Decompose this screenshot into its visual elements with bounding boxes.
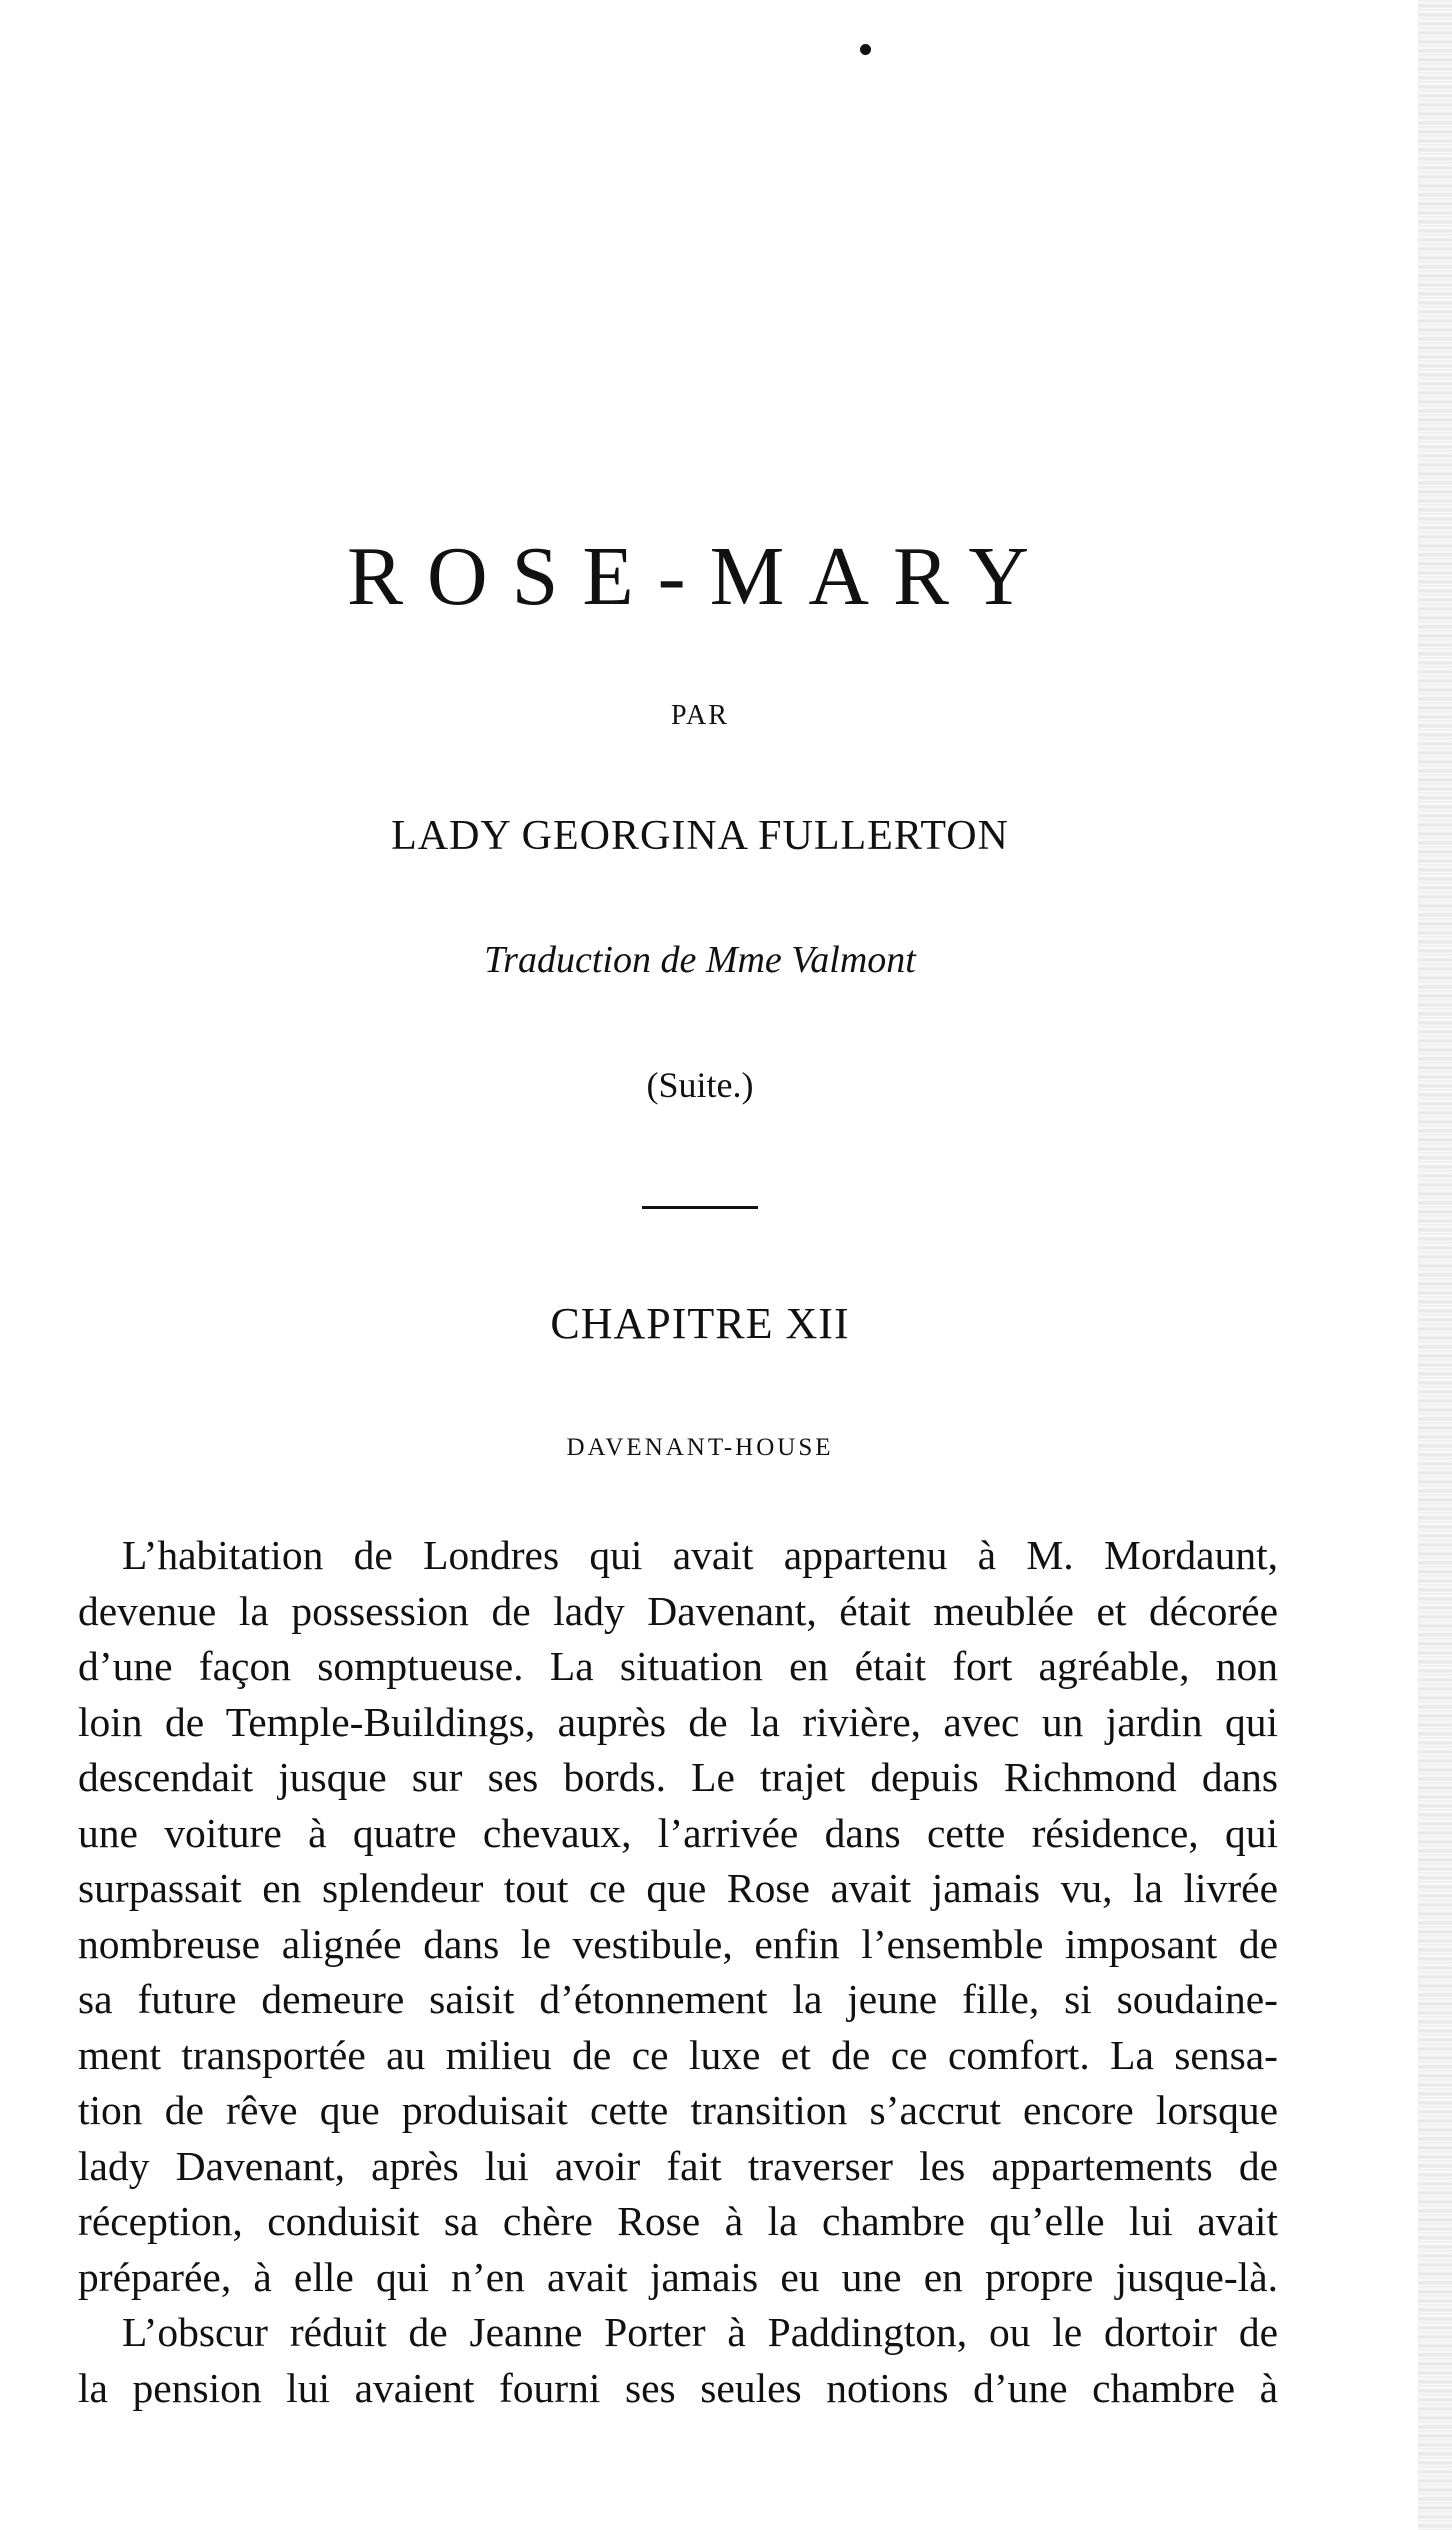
author-name: LADY GEORGINA FULLERTON <box>391 813 1009 859</box>
body-line: ment transportée au milieu de ce luxe et de ce comfort. La sensa- <box>78 2031 1278 2078</box>
work-title: ROSE-MARY <box>346 530 1054 623</box>
divider-rule <box>642 1206 758 1209</box>
body-line: d’une façon somptueuse. La situation en était fort agréable, non <box>78 1643 1278 1689</box>
body-line: L’habitation de Londres qui avait appartenu à M. Mordaunt, <box>122 1532 1278 1578</box>
body-line: descendait jusque sur ses bords. Le trajet depuis Richmond dans <box>78 1754 1278 1800</box>
body-line: L’obscur réduit de Jeanne Porter à Paddington, ou le dortoir de <box>122 2309 1278 2355</box>
body-line: réception, conduisit sa chère Rose à la chambre qu’elle lui avait <box>78 2198 1278 2244</box>
body-line: sa future demeure saisit d’étonnement la jeune fille, si soudaine- <box>78 1976 1278 2022</box>
body-line: préparée, à elle qui n’en avait jamais eu une en propre jusque-là. <box>78 2253 1278 2300</box>
body-line: loin de Temple-Buildings, auprès de la rivière, avec un jardin qui <box>78 1698 1278 1745</box>
translation-credit: Traduction de Mme Valmont <box>484 939 916 981</box>
chapter-heading: CHAPITRE XII <box>550 1299 850 1348</box>
body-line: une voiture à quatre chevaux, l’arrivée dans cette résidence, qui <box>78 1809 1278 1856</box>
body-line: la pension lui avaient fourni ses seules notions d’une chambre à <box>78 2364 1278 2411</box>
continuation-note: (Suite.) <box>646 1065 754 1105</box>
ink-speck <box>860 44 871 55</box>
body-line: surpassait en splendeur tout ce que Rose avait jamais vu, la livrée <box>78 1865 1278 1911</box>
body-line: tion de rêve que produisait cette transition s’accrut encore lorsque <box>78 2087 1278 2133</box>
body-line: nombreuse alignée dans le vestibule, enfin l’ensemble imposant de <box>78 1920 1278 1967</box>
body-line: devenue la possession de lady Davenant, était meublée et décorée <box>78 1587 1278 1634</box>
body-paragraphs <box>78 1528 1278 2416</box>
body-line: lady Davenant, après lui avoir fait traverser les appartements de <box>78 2142 1278 2189</box>
page-edge-shadow <box>1418 0 1452 2530</box>
chapter-subtitle: DAVENANT-HOUSE <box>566 1434 834 1461</box>
byline-par: PAR <box>671 700 729 731</box>
